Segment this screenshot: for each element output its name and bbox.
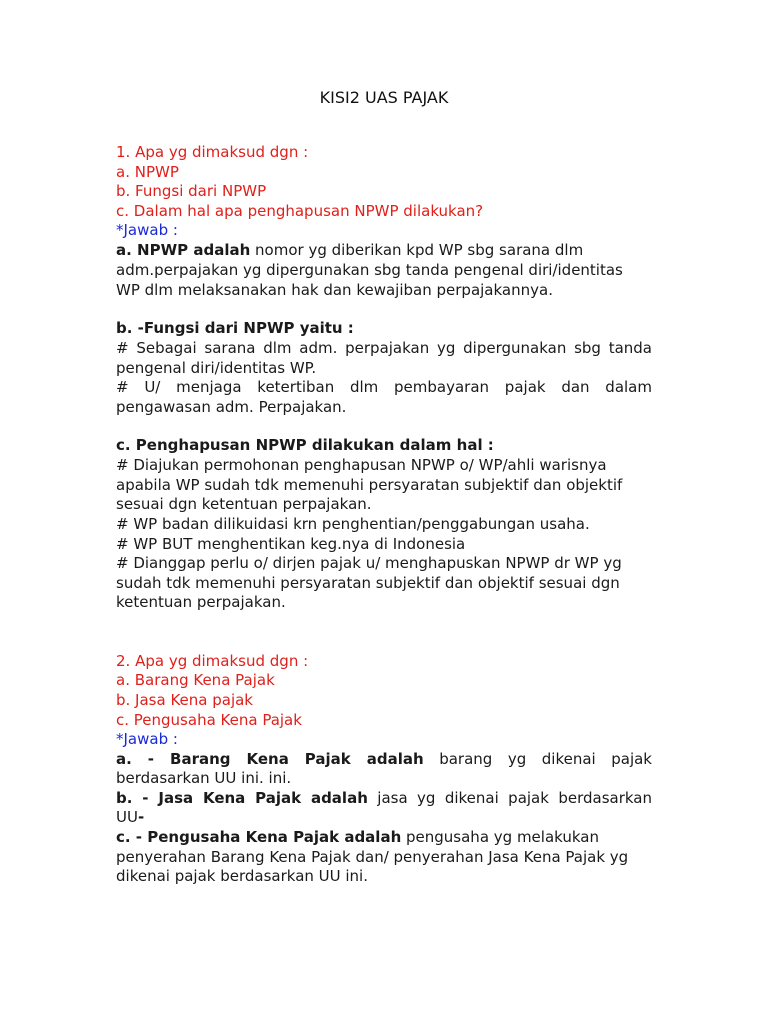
answer-1a-line-3: WP dlm melaksanakan hak dan kewajiban perpajakannya. <box>116 281 553 299</box>
answer-1a-line-1 <box>116 241 583 260</box>
question-1-option-c: c. Dalam hal apa penghapusan NPWP dilakukan? <box>116 202 484 220</box>
answer-2b-dash: - <box>137 808 145 826</box>
answer-1b-heading-text: b. -Fungsi dari NPWP yaitu : <box>116 319 354 337</box>
jawab-label-2: *Jawab : <box>116 730 178 748</box>
answer-1c-heading-text: c. Penghapusan NPWP dilakukan dalam hal : <box>116 436 494 454</box>
answer-2c-text: pengusaha yg melakukan <box>401 828 599 846</box>
answer-2b-line-1 <box>116 789 652 808</box>
answer-1c-line-8: ketentuan perpajakan. <box>116 593 286 611</box>
answer-1a-line-2: adm.perpajakan yg dipergunakan sbg tanda pengenal diri/identitas <box>116 261 623 279</box>
answer-2b-heading: b. - Jasa Kena Pajak adalah <box>116 789 368 807</box>
answer-1b-line-4: pengawasan adm. Perpajakan. <box>116 398 347 416</box>
question-1-option-a: a. NPWP <box>116 163 179 181</box>
answer-1c-line-2: apabila WP sudah tdk memenuhi persyaratan subjektif dan objektif <box>116 476 623 494</box>
answer-2c-heading: c. - Pengusaha Kena Pajak adalah <box>116 828 402 846</box>
jawab-label-1: *Jawab : <box>116 221 178 239</box>
question-2-option-b: b. Jasa Kena pajak <box>116 691 253 709</box>
question-2-option-a: a. Barang Kena Pajak <box>116 671 275 689</box>
answer-2c-line-2: penyerahan Barang Kena Pajak dan/ penyerahan Jasa Kena Pajak yg <box>116 848 629 866</box>
answer-1b-line-2: pengenal diri/identitas WP. <box>116 359 317 377</box>
answer-1b-line-3: # U/ menjaga ketertiban dlm pembayaran pajak dan dalam <box>116 378 652 396</box>
answer-1c-line-3: sesuai dgn ketentuan perpajakan. <box>116 495 372 513</box>
answer-2a-text: barang yg dikenai pajak <box>423 750 652 768</box>
answer-1a-heading: a. NPWP adalah <box>116 241 251 259</box>
answer-2b-text: jasa yg dikenai pajak berdasarkan <box>367 789 652 807</box>
answer-2c-line-3: dikenai pajak berdasarkan UU ini. <box>116 867 368 885</box>
answer-2a-heading: a. - Barang Kena Pajak adalah <box>116 750 424 768</box>
answer-1c-line-6: # Dianggap perlu o/ dirjen pajak u/ menghapuskan NPWP dr WP yg <box>116 554 622 572</box>
question-1: 1. Apa yg dimaksud dgn : <box>116 143 309 161</box>
answer-1c-heading <box>116 436 494 455</box>
answer-2b-line-2 <box>116 808 144 827</box>
answer-1a-text: nomor yg diberikan kpd WP sbg sarana dlm <box>250 241 584 259</box>
question-2: 2. Apa yg dimaksud dgn : <box>116 652 309 670</box>
answer-1b-line-1: # Sebagai sarana dlm adm. perpajakan yg dipergunakan sbg tanda <box>116 339 652 357</box>
answer-1c-line-5: # WP BUT menghentikan keg.nya di Indonesia <box>116 535 466 553</box>
answer-1c-line-4: # WP badan dilikuidasi krn penghentian/penggabungan usaha. <box>116 515 590 533</box>
page-title: KISI2 UAS PAJAK <box>319 88 449 107</box>
answer-2c-line-1 <box>116 828 599 847</box>
answer-2a-line-1 <box>116 750 652 769</box>
question-2-option-c: c. Pengusaha Kena Pajak <box>116 711 302 729</box>
answer-1c-line-7: sudah tdk memenuhi persyaratan subjektif dan objektif sesuai dgn <box>116 574 620 592</box>
answer-1b-heading <box>116 319 354 338</box>
answer-2a-line-2: berdasarkan UU ini. ini. <box>116 769 292 787</box>
question-1-option-b: b. Fungsi dari NPWP <box>116 182 267 200</box>
answer-2b-text-cont: UU <box>116 808 138 826</box>
answer-1c-line-1: # Diajukan permohonan penghapusan NPWP o/ WP/ahli warisnya <box>116 456 607 474</box>
